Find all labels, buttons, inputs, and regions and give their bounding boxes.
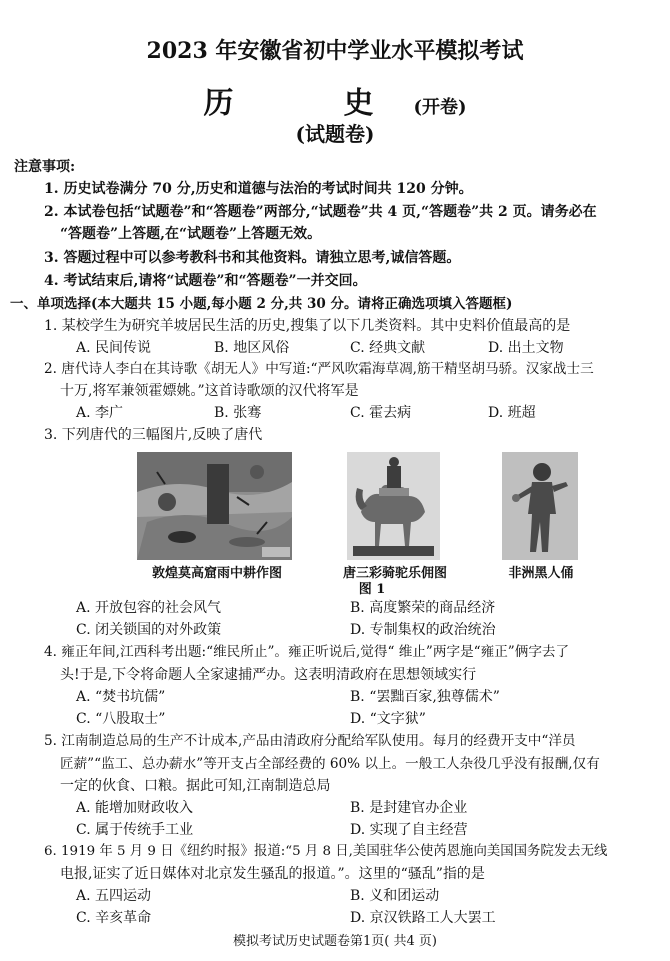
subject-note: (开卷) bbox=[413, 97, 467, 118]
q3-option-c: C. 闭关锁国的对外政策 bbox=[76, 622, 222, 638]
q3-option-d: D. 专制集权的政治统治 bbox=[350, 622, 496, 638]
q2-option-a: A. 李广 bbox=[76, 405, 124, 421]
q5-option-a: A. 能增加财政收入 bbox=[76, 800, 194, 816]
subject-heading bbox=[0, 78, 670, 122]
q5-option-c: C. 属于传统手工业 bbox=[76, 822, 194, 838]
tang-sancai-camel-image bbox=[347, 452, 440, 560]
q4-stem-line-2: 头!于是,下令将命题人全家逮捕严办。这表明清政府在思想领域实行 bbox=[60, 667, 477, 683]
african-figurine-image bbox=[502, 452, 578, 560]
q5-stem-line-3: 一定的伙食、口粮。据此可知,江南制造总局 bbox=[60, 778, 331, 794]
notice-item-2-cont: “答题卷”上答题,在“试题卷”上答题无效。 bbox=[60, 226, 322, 242]
notice-item-1: 1. 历史试卷满分 70 分,历史和道德与法治的考试时间共 120 分钟。 bbox=[44, 181, 473, 197]
notice-heading: 注意事项: bbox=[14, 159, 76, 175]
q4-option-c: C. “八股取士” bbox=[76, 711, 166, 727]
q5-stem-line-1: 5. 江南制造总局的生产不计成本,产品由清政府分配给军队使用。每月的经费开支中“洋员 bbox=[44, 733, 576, 749]
q1-option-c: C. 经典文献 bbox=[350, 340, 426, 356]
q6-stem-line-2: 电报,证实了近日媒体对北京发生骚乱的报道。”。这里的“骚乱”指的是 bbox=[60, 866, 485, 882]
q3-option-a: A. 开放包容的社会风气 bbox=[76, 600, 222, 616]
figure-caption-2: 唐三彩骑驼乐佣图 bbox=[342, 566, 447, 581]
q6-stem-line-1: 6. 1919 年 5 月 9 日《纽约时报》报道:“5 月 8 日,美国驻华公使芮恩施向美国国务院发去无线 bbox=[44, 844, 608, 859]
q4-stem-line-1: 4. 雍正年间,江西科考出题:“维民所止”。雍正听说后,觉得“ 维止”两字是“雍正”俩字去了 bbox=[44, 644, 570, 660]
notice-item-2: 2. 本试卷包括“试题卷”和“答题卷”两部分,“试题卷”共 4 页,“答题卷”共 2 页。请务必在 bbox=[44, 204, 597, 220]
q1-stem: 1. 某校学生为研究羊坡居民生活的历史,搜集了以下几类资料。其中史料价值最高的是 bbox=[44, 318, 571, 334]
paper-type: (试题卷) bbox=[295, 122, 375, 146]
page-footer: 模拟考试历史试题卷第1页( 共4 页) bbox=[233, 934, 437, 949]
q2-stem-line-1: 2. 唐代诗人李白在其诗歌《胡无人》中写道:“严风吹霜海草凋,筋干精坚胡马骄。汉家战士三 bbox=[44, 361, 594, 377]
q5-stem-line-2: 匠薪”“监工、总办薪水”等开支占全部经费的 60% 以上。一般工人杂役几乎没有报酬,仅有 bbox=[60, 756, 600, 772]
q2-option-b: B. 张骞 bbox=[214, 405, 262, 421]
q1-option-d: D. 出土文物 bbox=[488, 340, 564, 356]
q2-option-d: D. 班超 bbox=[488, 405, 536, 421]
dunhuang-mural-image bbox=[137, 452, 292, 560]
subject-name: 历 史 bbox=[203, 86, 414, 121]
q5-option-d: D. 实现了自主经营 bbox=[350, 822, 468, 838]
q2-option-c: C. 霍去病 bbox=[350, 405, 412, 421]
q3-stem: 3. 下列唐代的三幅图片,反映了唐代 bbox=[44, 427, 263, 443]
q6-option-a: A. 五四运动 bbox=[76, 888, 152, 904]
q1-option-b: B. 地区风俗 bbox=[214, 340, 290, 356]
notice-item-3: 3. 答题过程中可以参考教科书和其他资料。请独立思考,诚信答题。 bbox=[44, 250, 461, 266]
q6-option-d: D. 京汉铁路工人大罢工 bbox=[350, 910, 496, 926]
q6-option-c: C. 辛亥革命 bbox=[76, 910, 152, 926]
q3-option-b: B. 高度繁荣的商品经济 bbox=[350, 600, 496, 616]
q1-option-a: A. 民间传说 bbox=[76, 340, 152, 356]
q4-option-a: A. “焚书坑儒” bbox=[76, 689, 166, 705]
q4-option-b: B. “罢黜百家,独尊儒术” bbox=[350, 689, 500, 705]
q4-option-d: D. “文字狱” bbox=[350, 711, 426, 727]
figure-label: 图 1 bbox=[358, 582, 386, 597]
figure-caption-1: 敦煌莫高窟雨中耕作图 bbox=[151, 566, 282, 581]
exam-title: 2023 年安徽省初中学业水平模拟考试 bbox=[146, 38, 524, 64]
section-1-heading: 一、单项选择(本大题共 15 小题,每小题 2 分,共 30 分。请将正确选项填入答题框) bbox=[10, 296, 513, 312]
q5-option-b: B. 是封建官办企业 bbox=[350, 800, 468, 816]
q2-stem-line-2: 十万,将军兼领霍嫖姚。”这首诗歌颂的汉代将军是 bbox=[60, 383, 359, 399]
q6-option-b: B. 义和团运动 bbox=[350, 888, 440, 904]
figure-caption-3: 非洲黑人俑 bbox=[508, 566, 574, 581]
notice-item-4: 4. 考试结束后,请将“试题卷”和“答题卷”一并交回。 bbox=[44, 273, 367, 289]
